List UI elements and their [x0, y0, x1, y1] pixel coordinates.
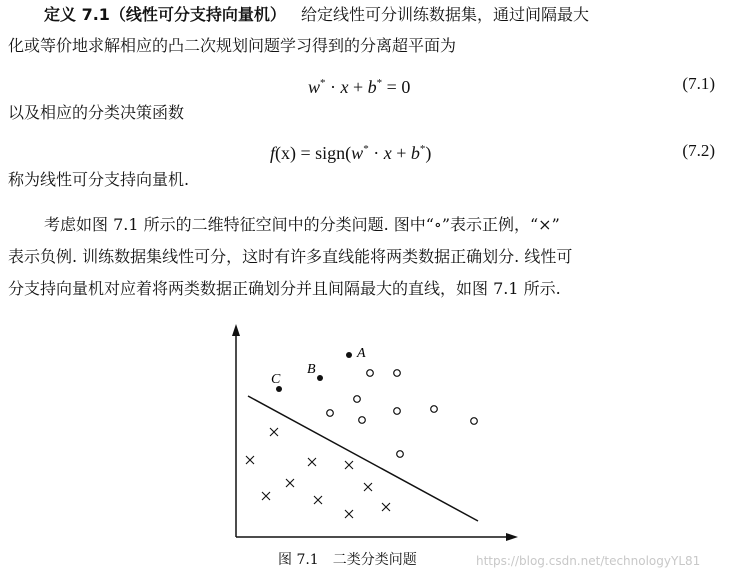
positive-examples — [327, 370, 478, 458]
watermark: https://blog.csdn.net/technologyYL81 — [476, 554, 701, 568]
positive-point — [431, 406, 438, 413]
equation-7-1-number: (7.1) — [682, 74, 715, 93]
negative-point — [364, 483, 372, 491]
negative-point — [262, 492, 270, 500]
negative-point — [270, 428, 278, 436]
positive-point — [471, 418, 478, 425]
definition-title: 定义 7.1（线性可分支持向量机） — [44, 5, 286, 24]
paragraph-line-1: 考虑如图 7.1 所示的二维特征空间中的分类问题. 图中“∘”表示正例，“×” — [44, 215, 560, 234]
paragraph-line-2: 表示负例. 训练数据集线性可分，这时有许多直线能将两类数据正确划分. 线性可 — [8, 247, 573, 266]
positive-point — [359, 417, 366, 424]
negative-point — [345, 461, 353, 469]
separating-hyperplane — [248, 396, 478, 521]
negative-point — [246, 456, 254, 464]
point-b — [317, 375, 323, 381]
point-a — [346, 352, 352, 358]
negative-point — [345, 510, 353, 518]
positive-point — [394, 408, 401, 415]
negative-point — [308, 458, 316, 466]
paragraph-line-3: 分支持向量机对应着将两类数据正确划分并且间隔最大的直线，如图 7.1 所示. — [8, 279, 561, 298]
positive-point — [394, 370, 401, 377]
negative-point — [286, 479, 294, 487]
positive-point — [397, 451, 404, 458]
label-a: A — [357, 346, 366, 361]
negative-examples — [246, 428, 390, 518]
x-axis-arrow — [506, 533, 518, 541]
negative-point — [382, 503, 390, 511]
figure-caption: 图 7.1 二类分类问题 — [278, 552, 417, 568]
text-after: 称为线性可分支持向量机. — [8, 170, 190, 189]
label-c: C — [271, 372, 281, 387]
equation-7-2: f(x) = sign(w* · x + b*) — [270, 143, 432, 163]
y-axis-arrow — [232, 324, 240, 336]
label-b: B — [307, 362, 316, 377]
positive-point — [354, 396, 361, 403]
definition-text-1: 给定线性可分训练数据集，通过间隔最大 — [301, 5, 590, 24]
equation-7-1: w* · x + b* = 0 — [308, 77, 411, 97]
definition-line-2: 化或等价地求解相应的凸二次规划问题学习得到的分离超平面为 — [8, 36, 457, 55]
positive-point — [327, 410, 334, 417]
text-between: 以及相应的分类决策函数 — [8, 103, 185, 122]
equation-7-2-number: (7.2) — [682, 141, 715, 160]
negative-point — [314, 496, 322, 504]
positive-point — [367, 370, 374, 377]
